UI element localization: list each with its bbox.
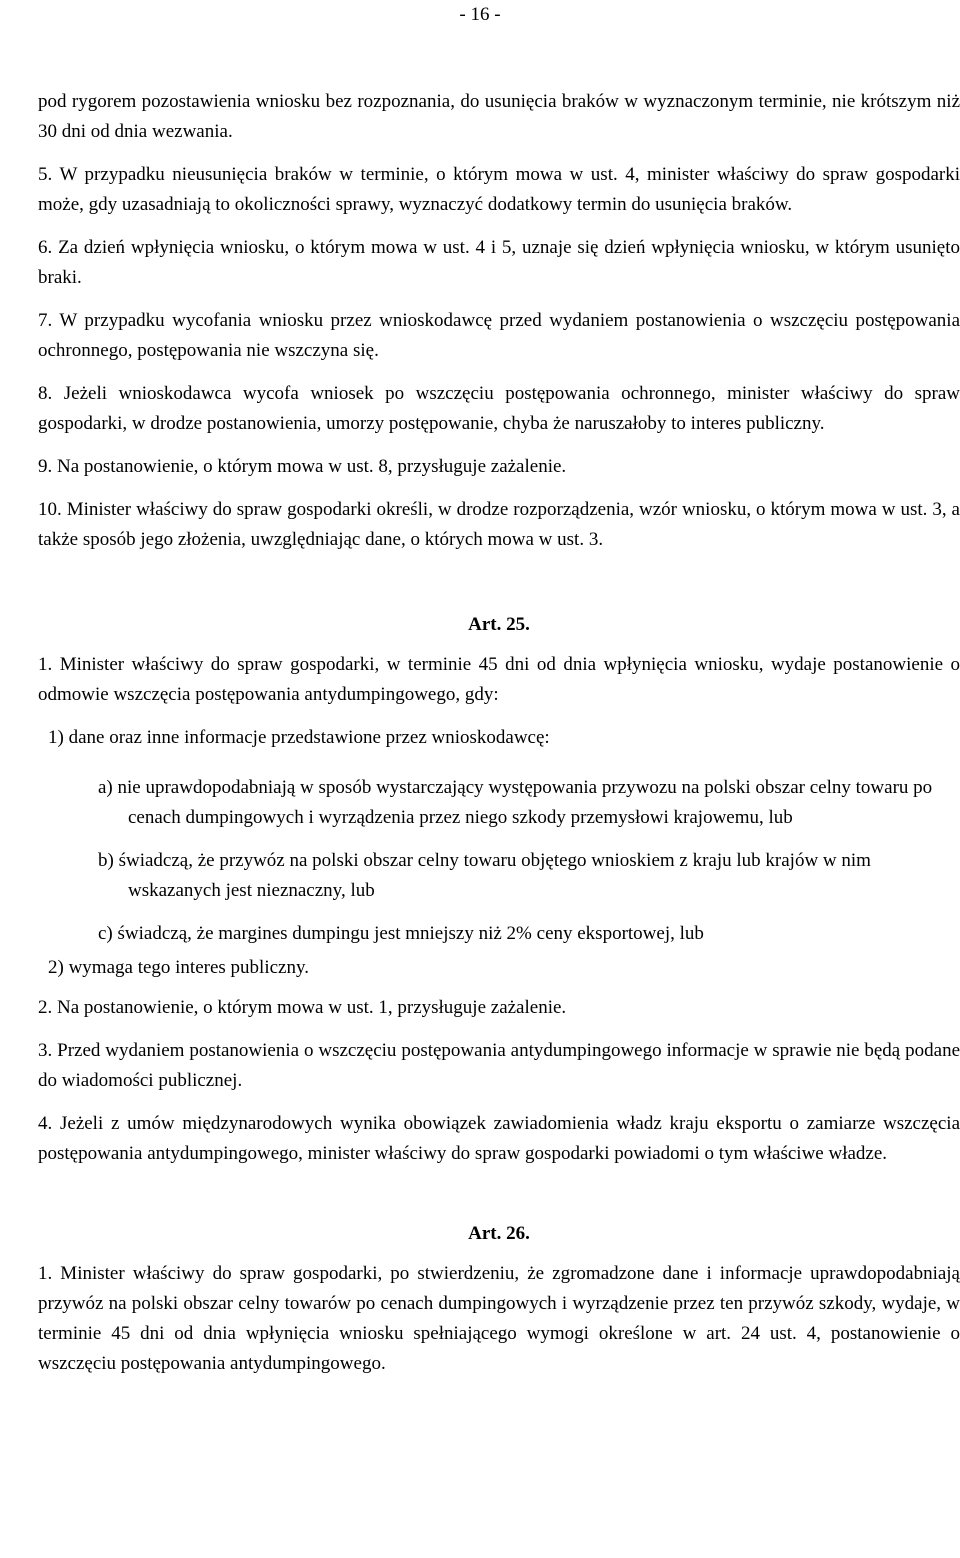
paragraph-8: 8. Jeżeli wnioskodawca wycofa wniosek po wszczęciu postępowania ochronnego, minister właściwy do spraw gospodarki, w drodze postanowienia, umorzy postępowanie, chyba że naruszałoby to interes publiczny. — [38, 383, 960, 434]
paragraph-7: 7. W przypadku wycofania wniosku przez wnioskodawcę przed wydaniem postanowienia o wszczęciu postępowania ochronnego, postępowania nie wszczyna się. — [38, 310, 960, 361]
paragraph-10: 10. Minister właściwy do spraw gospodarki określi, w drodze rozporządzenia, wzór wniosku, o którym mowa w ust. 3, a także sposób jego złożenia, uwzględniając dane, o których mowa w ust. 3. — [38, 499, 960, 550]
art25-paragraph-2: 2. Na postanowienie, o którym mowa w ust. 1, przysługuje zażalenie. — [38, 997, 567, 1018]
art26-paragraph-1: 1. Minister właściwy do spraw gospodarki, po stwierdzeniu, że zgromadzone dane i informacje uprawdopodabniają przywóz na polski obszar celny towarów po cenach dumpingowych i wyrządzenie przez ten przywóz szkody, wydaje, w terminie 45 dni od dnia wpłynięcia wniosku spełniającego wymogi określone w art. 24 ust. 4, postanowienie o wszczęciu postępowania antydumpingowego. — [38, 1263, 960, 1374]
art25-point-2: 2) wymaga tego interes publiczny. — [48, 957, 309, 978]
art25-subpoint-c: c) świadczą, że margines dumpingu jest mniejszy niż 2% ceny eksportowej, lub — [98, 923, 704, 944]
document-body — [38, 88, 960, 1392]
art25-subpoint-b: b) świadczą, że przywóz na polski obszar celny towaru objętego wnioskiem z kraju lub krajów w nim wskazanych jest nieznaczny, lub — [98, 850, 871, 901]
art25-paragraph-4: 4. Jeżeli z umów międzynarodowych wynika obowiązek zawiadomienia władz kraju eksportu o zamiarze wszczęcia postępowania antydumpingowego, minister właściwy do spraw gospodarki powiadomi o tym właściwe władze. — [38, 1113, 960, 1164]
art25-subpoint-a: a) nie uprawdopodabniają w sposób wystarczający występowania przywozu na polski obszar celny towaru po cenach dumpingowych i wyrządzenia przez niego szkody przemysłowi krajowemu, lub — [98, 777, 933, 828]
article-25-title: Art. 25. — [468, 614, 530, 635]
paragraph-continuation: pod rygorem pozostawienia wniosku bez rozpoznania, do usunięcia braków w wyznaczonym terminie, nie krótszym niż 30 dni od dnia wezwania. — [38, 91, 960, 142]
article-26-title: Art. 26. — [468, 1223, 530, 1244]
paragraph-5: 5. W przypadku nieusunięcia braków w terminie, o którym mowa w ust. 4, minister właściwy do spraw gospodarki może, gdy uzasadniają to okoliczności sprawy, wyznaczyć dodatkowy termin do usunięcia braków. — [38, 164, 960, 215]
art25-point-1: 1) dane oraz inne informacje przedstawione przez wnioskodawcę: — [48, 727, 550, 748]
page-number: - 16 - — [459, 4, 501, 25]
art25-paragraph-3: 3. Przed wydaniem postanowienia o wszczęciu postępowania antydumpingowego informacje w sprawie nie będą podane do wiadomości publicznej. — [38, 1040, 960, 1091]
paragraph-9: 9. Na postanowienie, o którym mowa w ust. 8, przysługuje zażalenie. — [38, 456, 567, 477]
art25-paragraph-1: 1. Minister właściwy do spraw gospodarki, w terminie 45 dni od dnia wpłynięcia wniosku, wydaje postanowienie o odmowie wszczęcia postępowania antydumpingowego, gdy: — [38, 654, 960, 705]
paragraph-6: 6. Za dzień wpłynięcia wniosku, o którym mowa w ust. 4 i 5, uznaje się dzień wpłynięcia wniosku, w którym usunięto braki. — [38, 237, 960, 288]
